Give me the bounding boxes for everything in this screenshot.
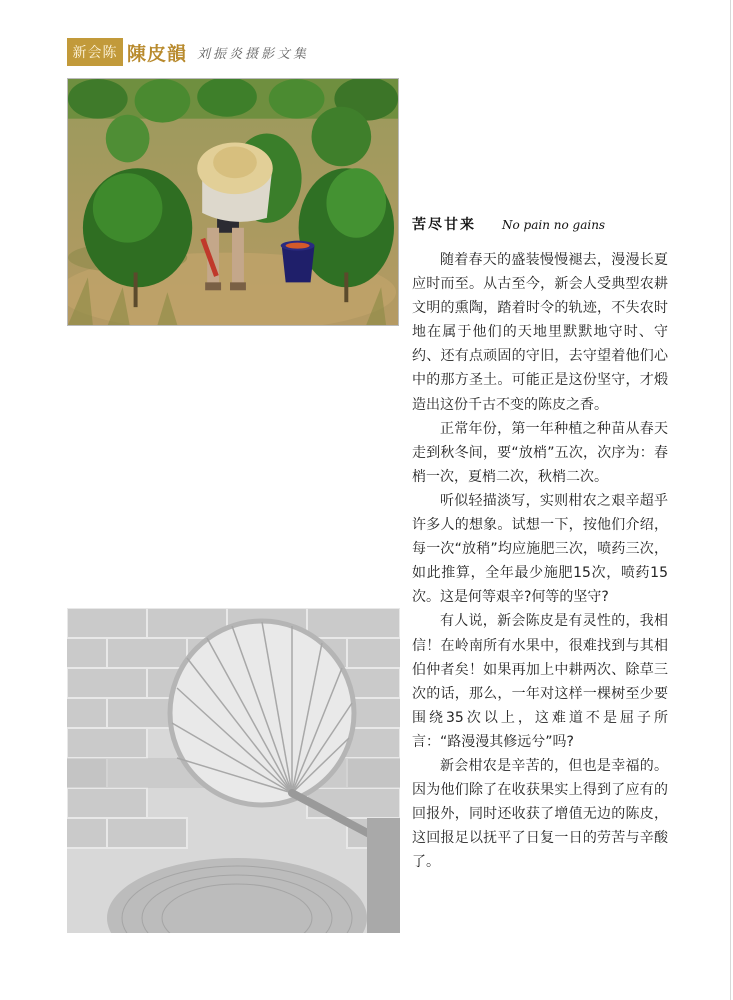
article-body <box>412 248 668 874</box>
paragraph: 有人说，新会陈皮是有灵性的，我相信！在岭南所有水果中，很难找到与其相伯仲者矣！如果再加上中耕两次、除草三次的话，那么，一年对这样一棵树至少要围绕35次以上，这难道不是屈子所言：“路漫漫其修远兮”吗? <box>412 613 668 750</box>
article-title-chinese: 苦尽甘来 <box>412 217 476 233</box>
paragraph: 听似轻描淡写，实则柑农之艰辛超乎许多人的想象。试想一下，按他们介绍，每一次“放稍”均应施肥三次，喷药三次，如此推算，全年最少施肥15次，喷药15次。这是何等艰辛?何等的坚守? <box>412 492 668 606</box>
article <box>412 214 668 874</box>
collection-subtitle: 刘振炎摄影文集 <box>197 46 310 62</box>
brand-logo: 新会陈 <box>67 38 123 66</box>
page-header <box>67 37 309 67</box>
paragraph: 随着春天的盛装慢慢褪去，漫漫长夏应时而至。从古至今，新会人受典型农耕文明的熏陶，踏着时令的轨迹，不失农时地在属于他们的天地里默默地守时、守约、还有点顽固的守旧，去守望着他们心中的那方圣土。可能正是这份坚守，才煅造出这份千古不变的陈皮之香。 <box>412 252 668 413</box>
paragraph: 新会柑农是辛苦的，但也是幸福的。因为他们除了在收获果实上得到了应有的回报外，同时还收获了增值无边的陈皮，这回报足以抚平了日复一日的劳苦与辛酸了。 <box>412 757 668 871</box>
palm-fan-photo <box>67 608 400 933</box>
page-edge-line <box>730 0 731 1000</box>
paragraph: 正常年份，第一年种植之种苗从春天走到秋冬间，要“放梢”五次，次序为：春梢一次，夏梢二次，秋梢二次。 <box>412 420 668 485</box>
orchard-photo <box>67 78 399 326</box>
brand-title: 陳皮韻 <box>127 42 188 65</box>
article-title-english: No pain no gains <box>502 218 606 232</box>
article-title-row <box>412 214 668 240</box>
